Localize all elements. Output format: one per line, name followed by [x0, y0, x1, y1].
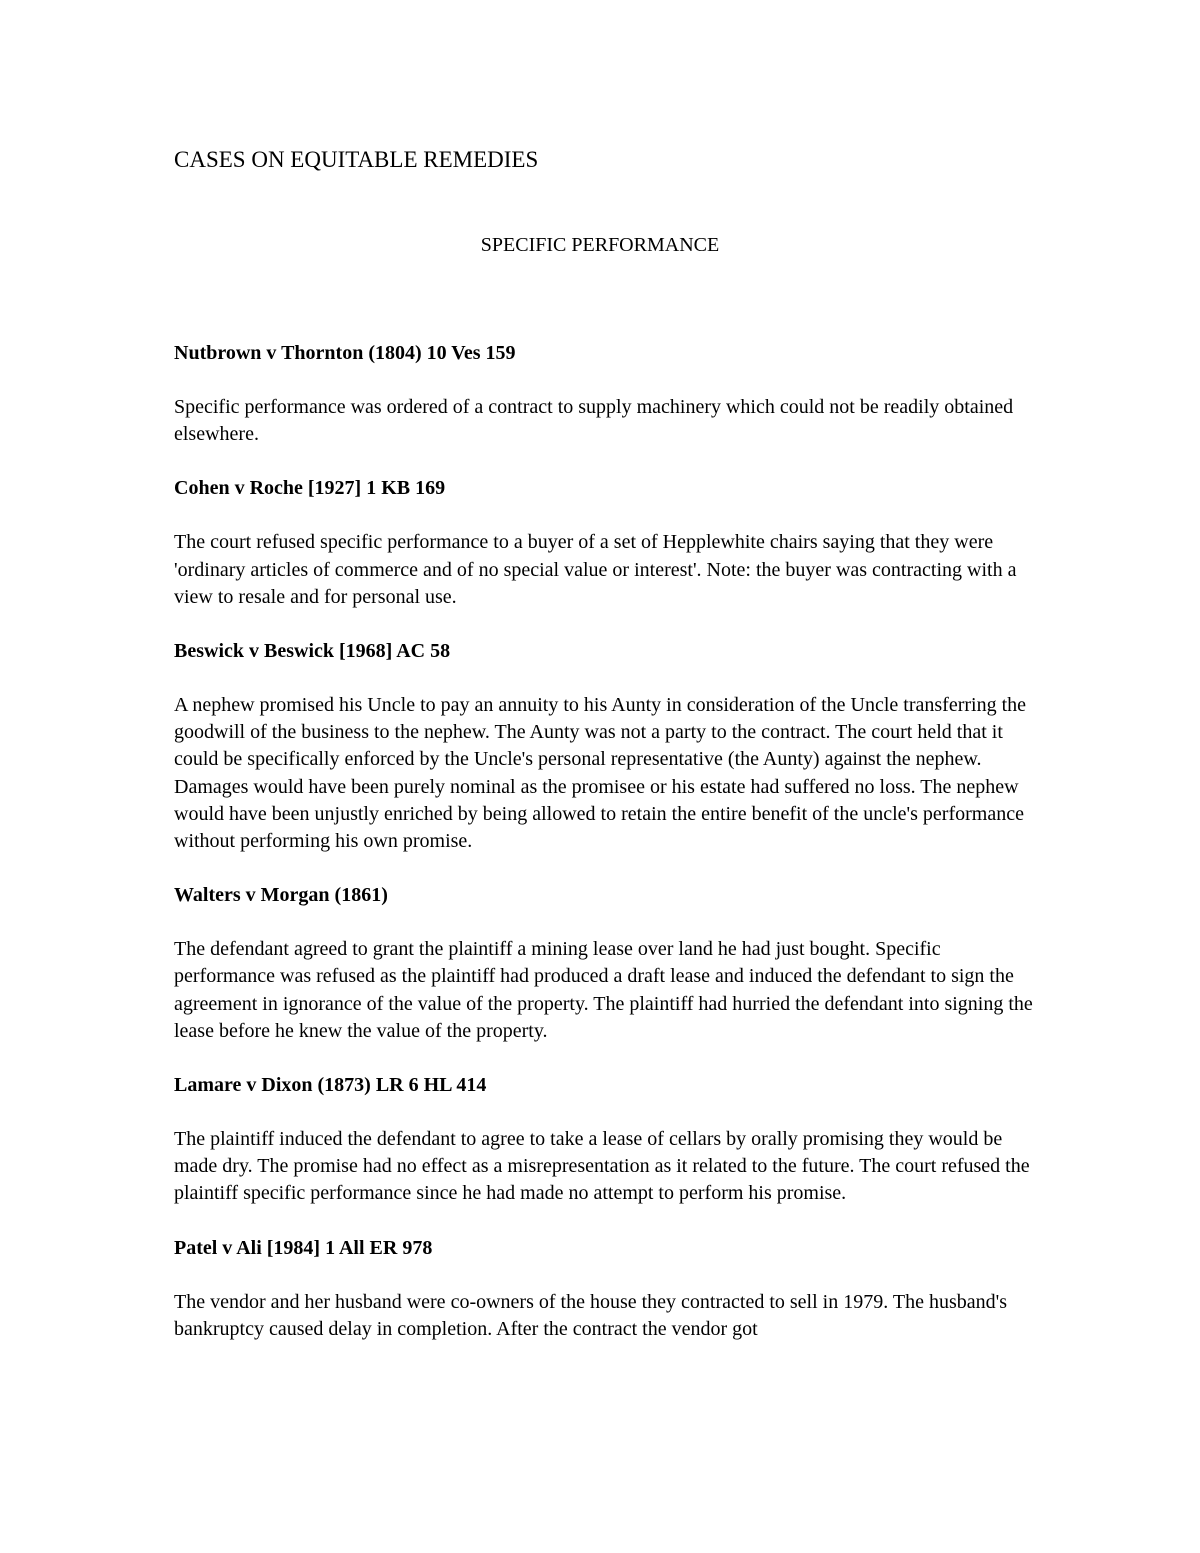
- section-title: SPECIFIC PERFORMANCE: [480, 234, 720, 256]
- case-list: [174, 340, 1044, 1370]
- case-heading: Cohen v Roche [1927] 1 KB 169: [174, 477, 446, 500]
- case-entry: [174, 475, 1044, 611]
- case-summary: The defendant agreed to grant the plaintiff a mining lease over land he had just bought. Specific performance was refused as the plaintiff had produced a draft lease and induced the defendant to sign the agreement in ignorance of the value of the property. The plaintiff had hurried the defendant into signing the lease before he knew the value of the property.: [174, 938, 1033, 1042]
- case-summary: The court refused specific performance to a buyer of a set of Hepplewhite chairs saying that they were 'ordinary articles of commerce and of no special value or interest'. Note: the buyer was contracting with a view to resale and for personal use.: [174, 531, 1017, 608]
- case-heading: Nutbrown v Thornton (1804) 10 Ves 159: [174, 342, 516, 364]
- case-entry: [174, 882, 1044, 1045]
- case-heading: Lamare v Dixon (1873) LR 6 HL 414: [174, 1074, 487, 1097]
- case-heading: Patel v Ali [1984] 1 All ER 978: [174, 1236, 433, 1259]
- case-entry: [174, 340, 1044, 448]
- case-summary: Specific performance was ordered of a contract to supply machinery which could not be readily obtained elsewhere.: [174, 396, 1014, 446]
- case-heading: Walters v Morgan (1861): [174, 884, 388, 907]
- case-summary: The plaintiff induced the defendant to agree to take a lease of cellars by orally promising they would be made dry. The promise had no effect as a misrepresentation as it related to the future. The court refused the plaintiff specific performance since he had made no attempt to perform his promise.: [174, 1128, 1030, 1205]
- document-title: CASES ON EQUITABLE REMEDIES: [174, 147, 539, 172]
- case-entry: [174, 1072, 1044, 1208]
- case-summary: A nephew promised his Uncle to pay an annuity to his Aunty in consideration of the Uncle transferring the goodwill of the business to the nephew. The Aunty was not a party to the contract. The court held that it could be specifically enforced by the Uncle's personal representative (the Aunty) against the nephew. Damages would have been purely nominal as the promisee or his estate had suffered no loss. The nephew would have been unjustly enriched by being allowed to retain the entire benefit of the uncle's performance without performing his own promise.: [174, 694, 1027, 853]
- case-heading: Beswick v Beswick [1968] AC 58: [174, 640, 451, 663]
- case-entry: [174, 1235, 1044, 1343]
- case-entry: [174, 638, 1044, 855]
- case-summary: The vendor and her husband were co-owners of the house they contracted to sell in 1979. The husband's bankruptcy caused delay in completion. After the contract the vendor got: [174, 1290, 1007, 1340]
